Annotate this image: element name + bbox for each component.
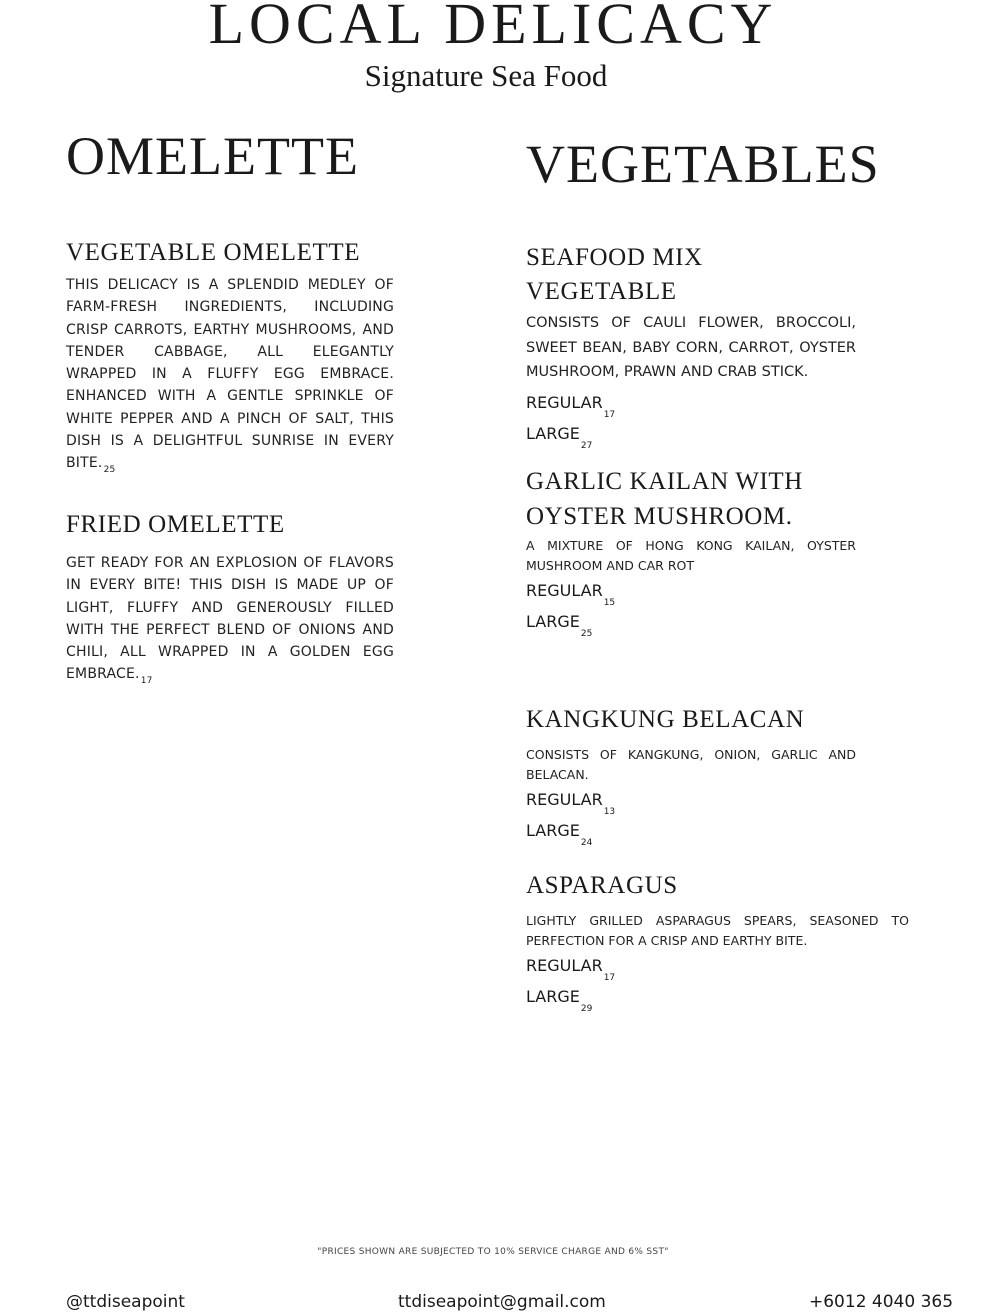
item-description — [66, 274, 394, 482]
large-label: LARGE — [526, 612, 580, 631]
item-description: LIGHTLY GRILLED ASPARAGUS SPEARS, SEASONED TO PERFECTION FOR A CRISP AND EARTHY BITE. — [526, 913, 909, 948]
large-price-row — [526, 420, 856, 451]
large-price: 29 — [580, 1004, 593, 1014]
regular-price: 17 — [603, 409, 616, 420]
item-description: CONSISTS OF KANGKUNG, ONION, GARLIC AND BELACAN. — [526, 747, 856, 782]
item-description-text: THIS DELICACY IS A SPLENDID MEDLEY OF FARM-FRESH INGREDIENTS, INCLUDING CRISP CARROTS, EARTHY MUSHROOMS, AND TENDER CABBAGE, ALL ELEGANTLY WRAPPED IN A FLUFFY EGG EMBRACE. ENHANCED WITH A GENTLE SPRINKLE OF WHITE PEPPER AND A PINCH OF SALT, THIS DISH IS A DELIGHTFUL SUNRISE IN EVERY BITE. — [66, 277, 394, 472]
regular-label: REGULAR — [526, 790, 603, 809]
large-label: LARGE — [526, 423, 580, 443]
item-price: 25 — [103, 465, 116, 476]
regular-price-row — [526, 786, 856, 817]
item-name: ASPARAGUS — [526, 872, 678, 899]
item-description — [66, 552, 394, 693]
menu-item-fried-omelette — [66, 508, 394, 693]
item-name: KANGKUNG BELACAN — [526, 706, 805, 733]
item-price: 17 — [140, 676, 153, 687]
menu-item-vegetable-omelette — [66, 236, 394, 482]
menu-item-kangkung-belacan — [526, 703, 856, 848]
regular-label: REGULAR — [526, 581, 603, 600]
regular-price: 13 — [603, 807, 616, 817]
item-description: A MIXTURE OF HONG KONG KAILAN, OYSTER MUSHROOM AND CAR ROT — [526, 538, 856, 573]
large-price: 27 — [580, 440, 593, 451]
large-price-row — [526, 608, 856, 639]
regular-price: 17 — [603, 973, 616, 983]
regular-price: 15 — [603, 598, 616, 608]
footer-email[interactable]: ttdiseapoint@gmail.com — [398, 1292, 606, 1312]
large-price-row — [526, 983, 909, 1014]
item-name: VEGETABLE OMELETTE — [66, 239, 361, 266]
item-description-text: GET READY FOR AN EXPLOSION OF FLAVORS IN EVERY BITE! THIS DISH IS MADE UP OF LIGHT, FLUFFY AND GENEROUSLY FILLED WITH THE PERFECT BLEND OF ONIONS AND CHILI, ALL WRAPPED IN A GOLDEN EGG EMBRACE. — [66, 555, 394, 683]
item-name: SEAFOOD MIX VEGETABLE — [526, 244, 703, 305]
menu-title: LOCAL DELICACY — [208, 0, 778, 56]
menu-item-asparagus — [526, 869, 909, 1014]
regular-price-row — [526, 577, 856, 608]
large-label: LARGE — [526, 821, 580, 840]
menu-subtitle: Signature Sea Food — [364, 58, 608, 93]
item-name-line1: GARLIC KAILAN WITH — [526, 468, 803, 495]
regular-price-row — [526, 389, 856, 420]
large-price: 24 — [580, 838, 593, 848]
regular-label: REGULAR — [526, 956, 603, 975]
large-price-row — [526, 817, 856, 848]
service-charge-notice: "PRICES SHOWN ARE SUBJECTED TO 10% SERVICE CHARGE AND 6% SST" — [317, 1247, 669, 1257]
item-description: CONSISTS OF CAULI FLOWER, BROCCOLI, SWEET BEAN, BABY CORN, CARROT, OYSTER MUSHROOM, PRAWN AND CRAB STICK. — [526, 315, 856, 380]
footer-phone[interactable]: +6012 4040 365 — [809, 1292, 954, 1312]
large-label: LARGE — [526, 987, 580, 1006]
regular-price-row — [526, 952, 909, 983]
item-name — [526, 464, 856, 534]
section-title-omelette: OMELETTE — [66, 126, 359, 186]
regular-label: REGULAR — [526, 392, 603, 412]
section-title-vegetables: VEGETABLES — [526, 134, 880, 194]
item-name: FRIED OMELETTE — [66, 511, 285, 538]
menu-item-seafood-mix-vegetable — [526, 241, 856, 451]
item-name-line2: OYSTER MUSHROOM. — [526, 503, 793, 530]
footer-instagram[interactable]: @ttdiseapoint — [66, 1292, 185, 1312]
menu-item-garlic-kailan — [526, 464, 856, 639]
large-price: 25 — [580, 629, 593, 639]
